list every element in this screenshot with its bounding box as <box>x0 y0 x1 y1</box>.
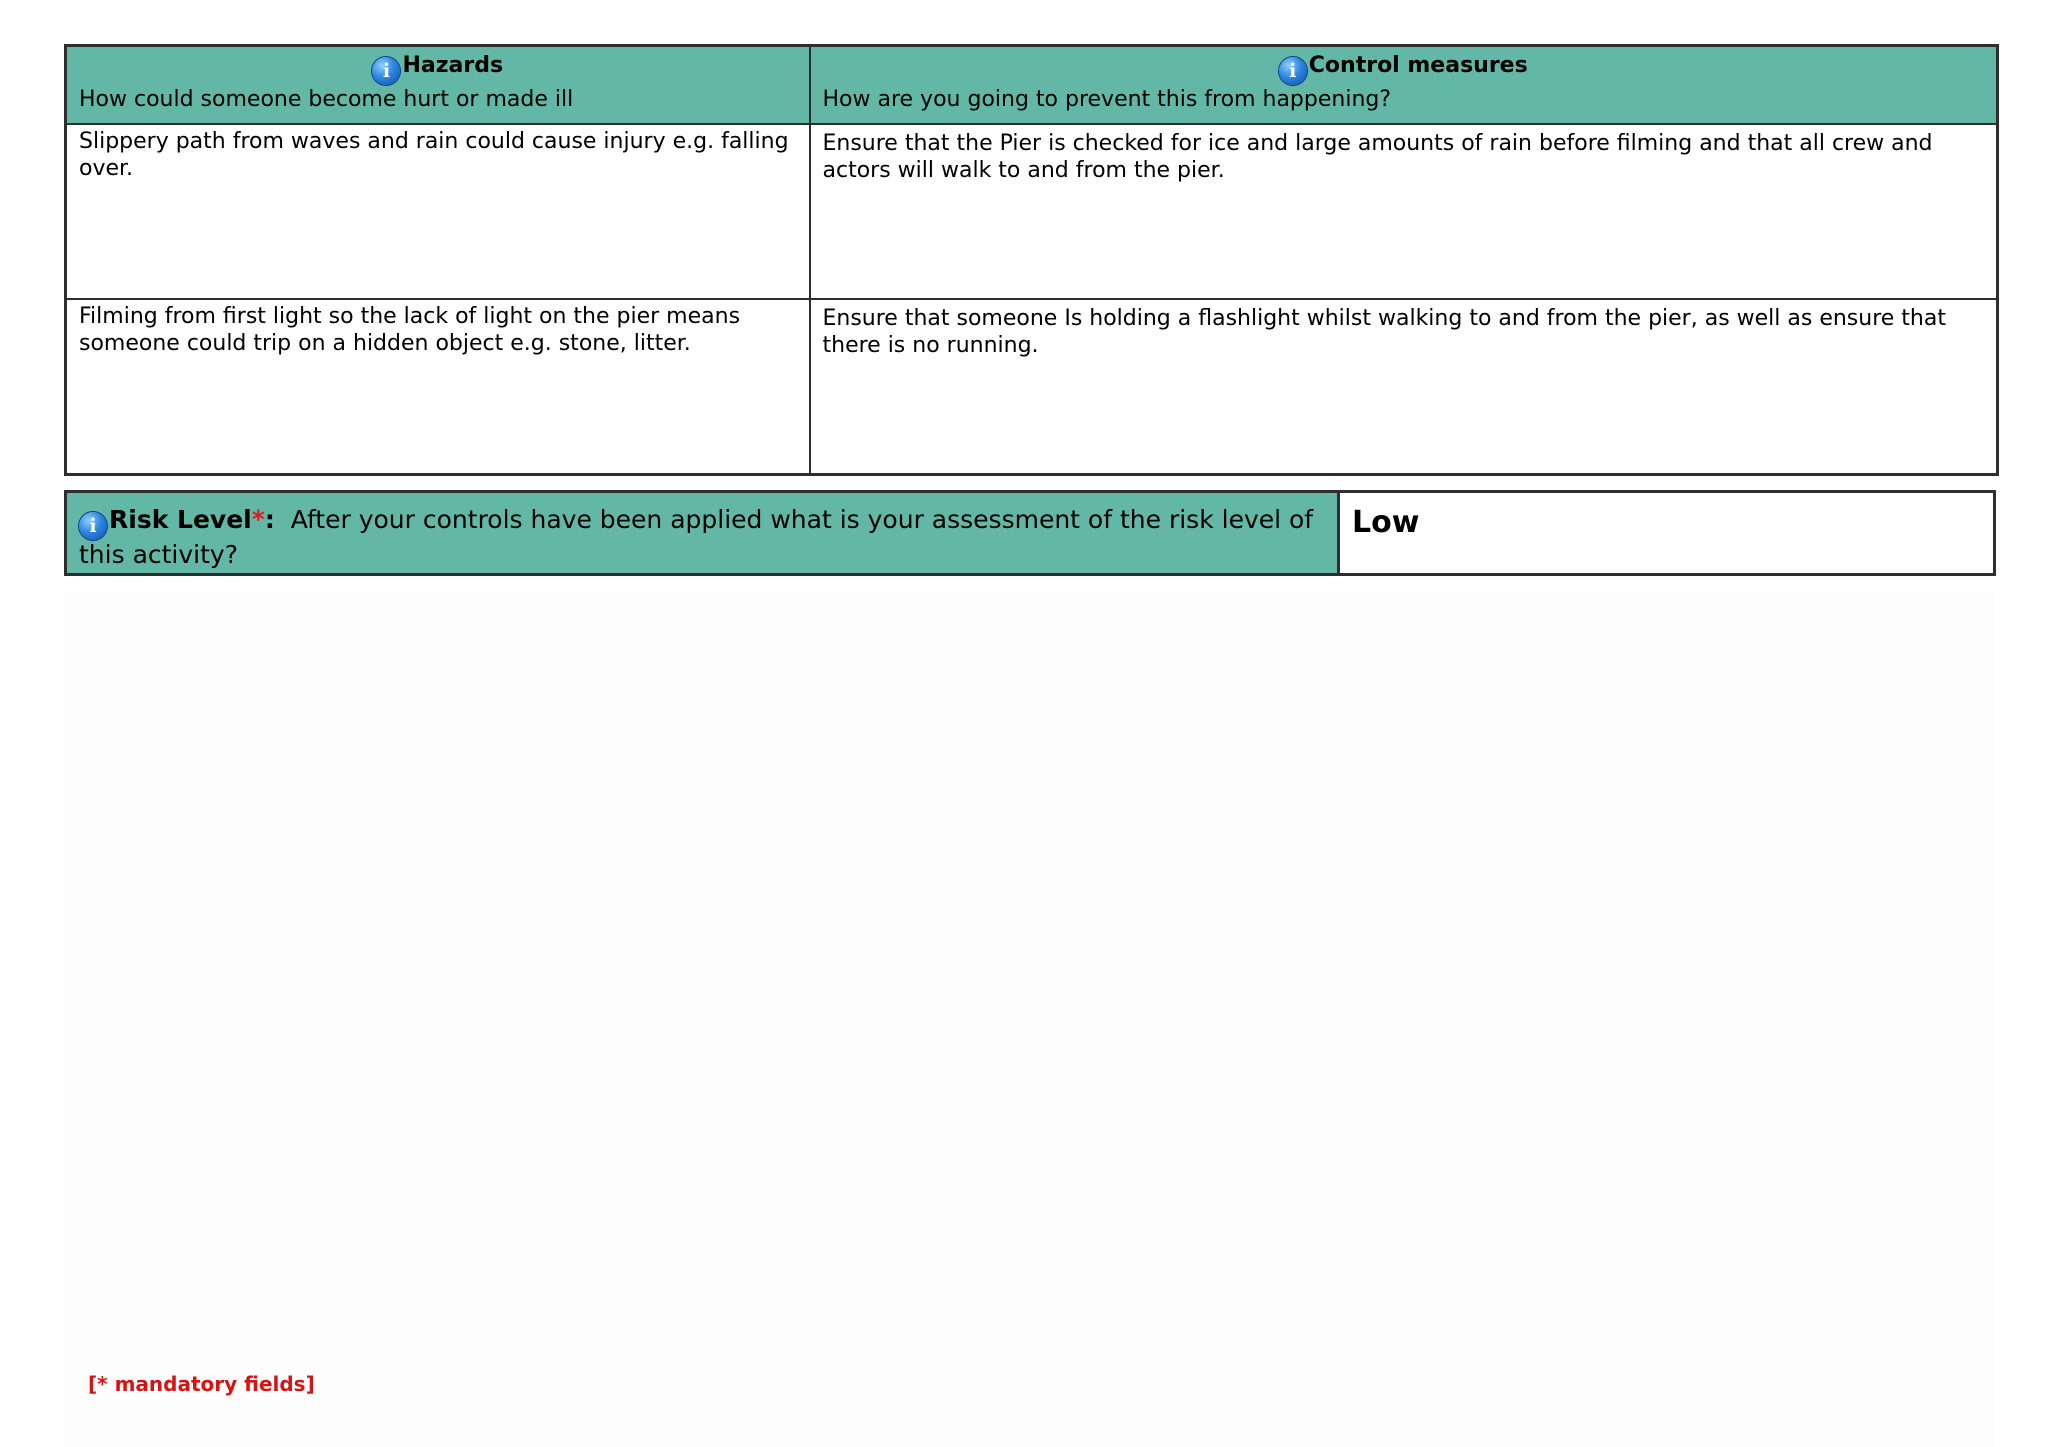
hazards-table-header-row <box>66 46 1998 125</box>
info-icon[interactable]: i <box>79 512 107 540</box>
risk-level-value-cell[interactable] <box>1339 492 1995 575</box>
control-cell[interactable] <box>810 299 1998 475</box>
required-marker: * <box>251 505 265 534</box>
hazards-table <box>64 44 1999 476</box>
hazard-cell[interactable] <box>66 299 810 475</box>
hazard-text: Filming from first light so the lack of light on the pier means someone could trip on a hidden object e.g. stone, litter. <box>79 303 741 356</box>
risk-level-title: Risk Level <box>109 505 252 534</box>
hazard-cell[interactable] <box>66 124 810 299</box>
control-cell[interactable] <box>810 124 1998 299</box>
info-icon[interactable]: i <box>372 57 400 85</box>
hazard-text: Slippery path from waves and rain could cause injury e.g. falling over. <box>79 129 789 181</box>
control-text: Ensure that the Pier is checked for ice and large amounts of rain before filming and that all crew and actors will walk to and from the pier. <box>822 131 1933 183</box>
risk-level-row <box>66 492 1995 575</box>
control-header-subtitle: How are you going to prevent this from happening? <box>822 87 1392 112</box>
risk-level-table <box>64 490 1996 576</box>
control-measures-column-header <box>810 46 1998 125</box>
risk-level-colon: : <box>264 505 275 534</box>
risk-level-question <box>67 493 1337 570</box>
hazards-header-subtitle: How could someone become hurt or made ill <box>79 87 574 112</box>
control-header-title-line <box>811 47 1997 85</box>
risk-level-value: Low <box>1352 505 1420 540</box>
control-header-title: Control measures <box>1308 53 1528 78</box>
mandatory-fields-note: [* mandatory fields] <box>88 1372 315 1396</box>
hazards-header-title: Hazards <box>402 53 504 78</box>
risk-level-label-cell <box>66 492 1339 575</box>
hazards-column-header <box>66 46 810 125</box>
table-row <box>66 299 1998 475</box>
control-text: Ensure that someone Is holding a flashlight whilst walking to and from the pier, as well as ensure that there is no running. <box>822 305 1946 358</box>
risk-level-question-text: After your controls have been applied what is your assessment of the risk level of this activity? <box>79 505 1314 569</box>
info-icon[interactable]: i <box>1279 57 1307 85</box>
hazards-header-title-line <box>67 47 809 85</box>
page-background <box>64 590 1996 1447</box>
table-row <box>66 124 1998 299</box>
